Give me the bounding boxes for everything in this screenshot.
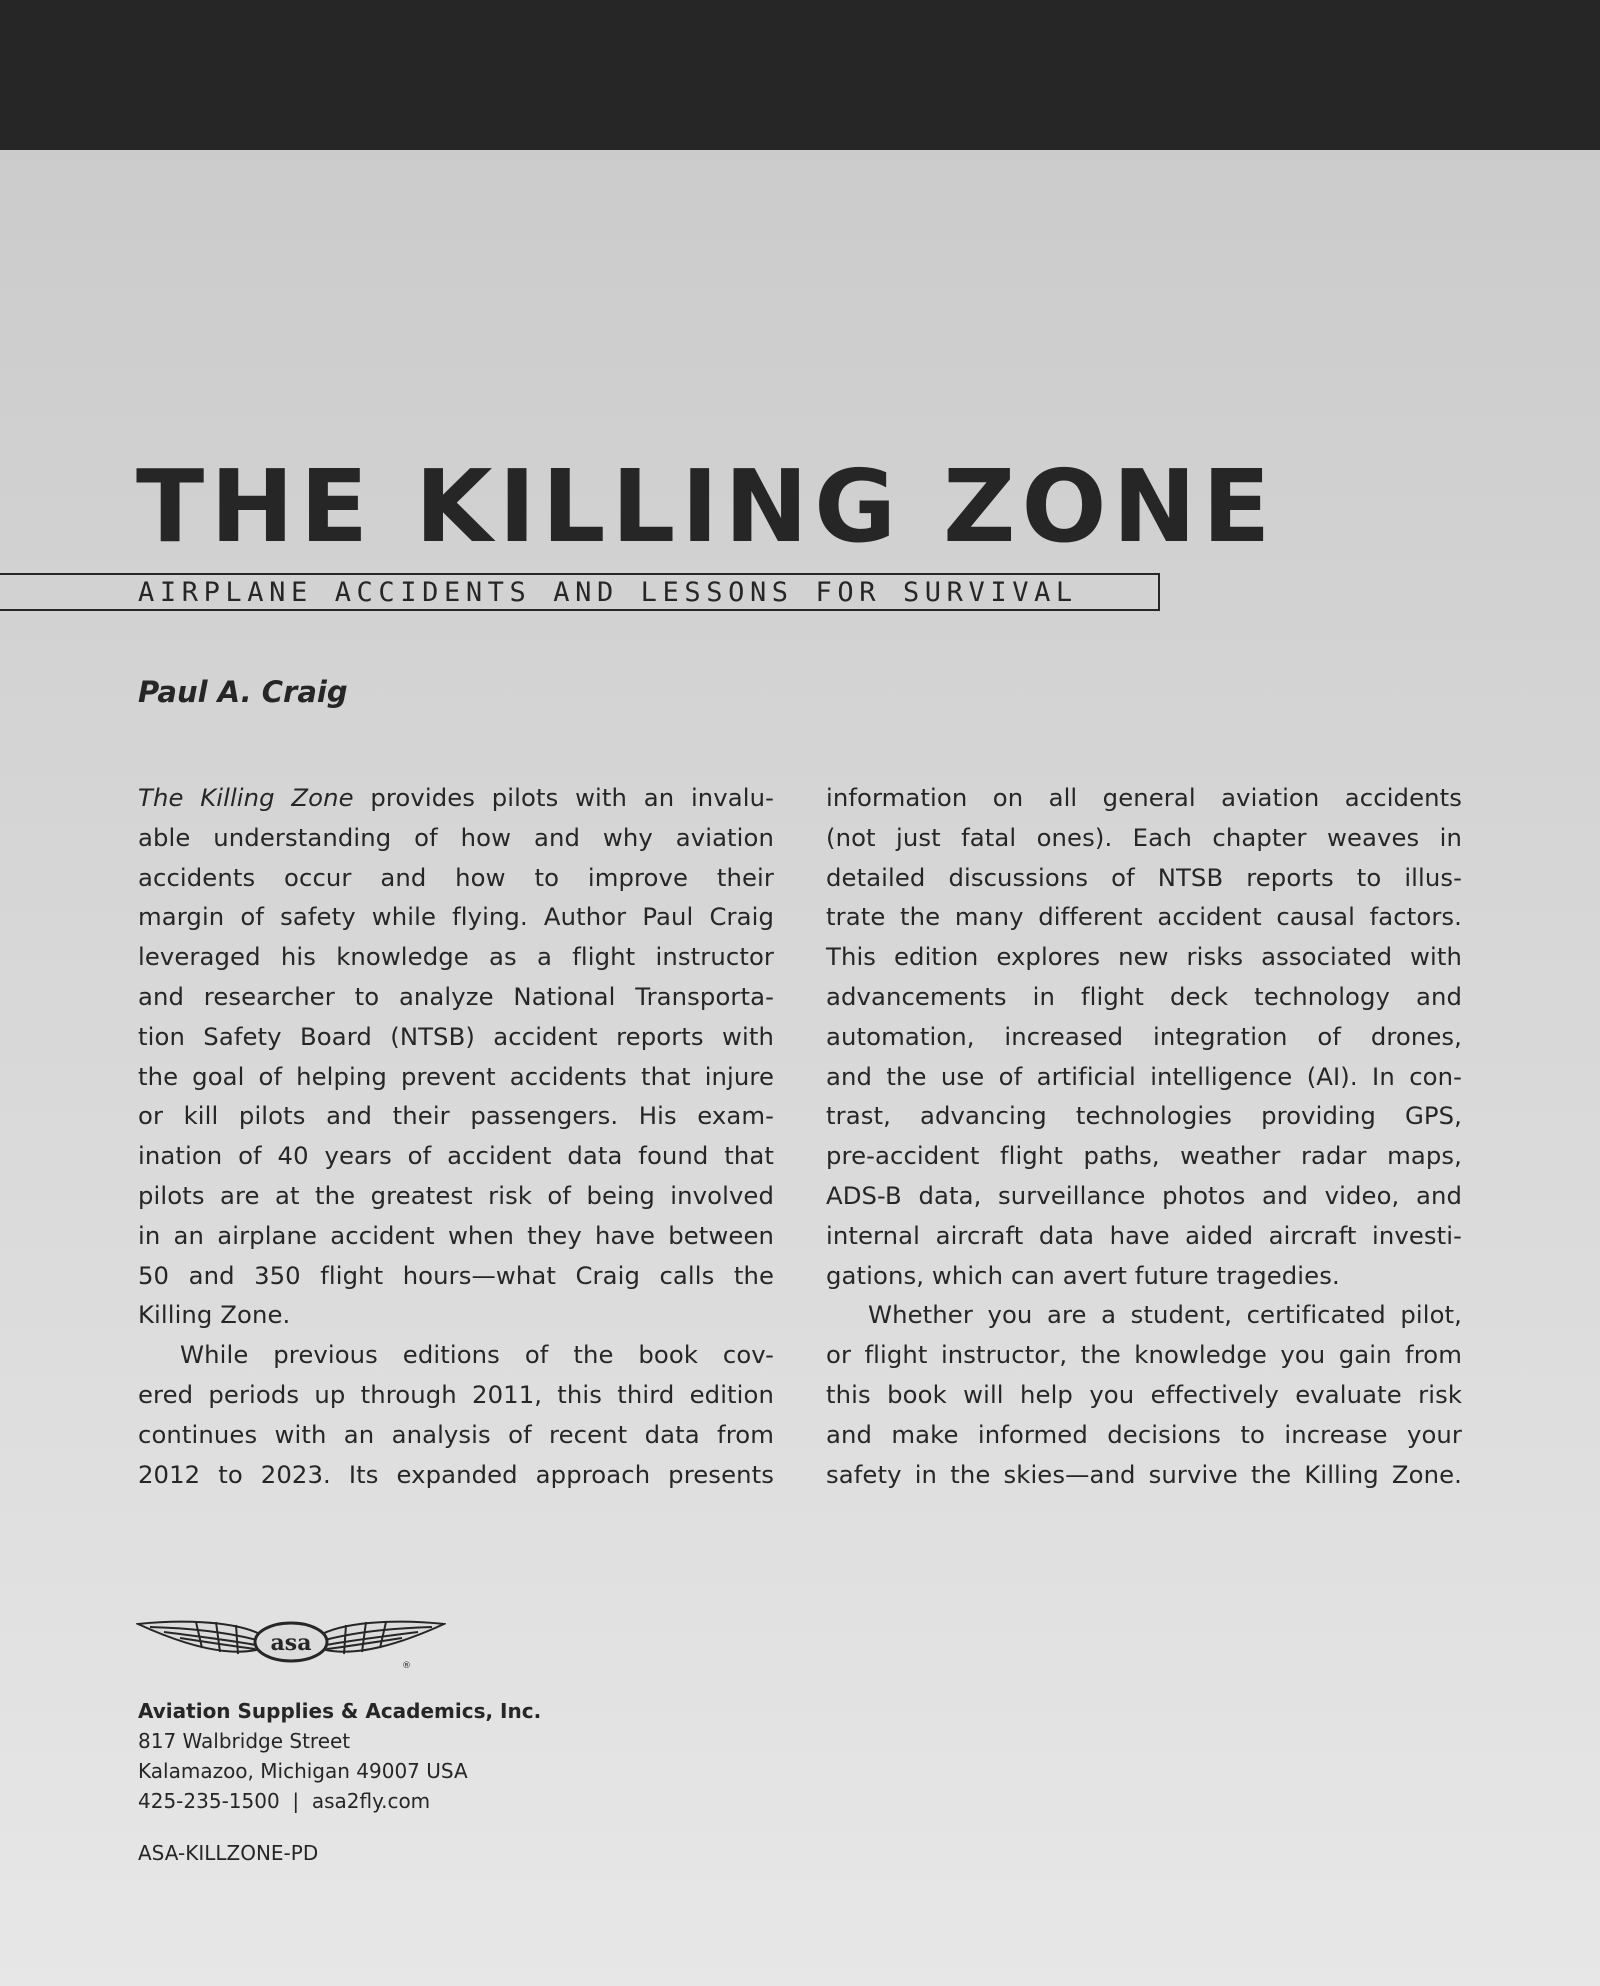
- paragraph-line: automation, increased integration of drones,: [826, 1021, 1462, 1051]
- paragraph-line: Whether you are a student, certificated pilot,: [868, 1300, 1462, 1330]
- paragraph-line: This edition explores new risks associated with: [826, 942, 1462, 972]
- paragraph-line: this book will help you effectively evaluate risk: [826, 1379, 1462, 1409]
- paragraph-line: leveraged his knowledge as a flight instructor: [138, 942, 774, 972]
- paragraph-line: the goal of helping prevent accidents that injure: [138, 1061, 774, 1091]
- paragraph-line: accidents occur and how to improve their: [138, 862, 774, 892]
- paragraph-line: or flight instructor, the knowledge you gain from: [826, 1340, 1462, 1370]
- book-title-reference: The Killing Zone: [138, 783, 354, 812]
- registered-mark: ®: [402, 1661, 411, 1671]
- paragraph-line: and the use of artificial intelligence (AI). In con-: [826, 1061, 1462, 1091]
- product-code: ASA-KILLZONE-PD: [138, 1841, 319, 1865]
- paragraph-line: trast, advancing technologies providing GPS,: [826, 1101, 1462, 1131]
- author-name: Paul A. Craig: [138, 675, 348, 709]
- paragraph-line: trate the many different accident causal factors.: [826, 902, 1462, 932]
- paragraph-line: information on all general aviation accidents: [826, 783, 1462, 812]
- paragraph-line: able understanding of how and why aviation: [138, 822, 774, 852]
- description-right-column: [826, 778, 1462, 1494]
- paragraph-line: gations, which can avert future tragedies.: [826, 1260, 1340, 1290]
- paragraph-line: 2012 to 2023. Its expanded approach presents: [138, 1459, 774, 1489]
- paragraph-line: internal aircraft data have aided aircraft investi-: [826, 1220, 1462, 1250]
- paragraph-line: (not just fatal ones). Each chapter weaves in: [826, 822, 1462, 852]
- publisher-contact: 425-235-1500 | asa2fly.com: [138, 1789, 431, 1813]
- paragraph-line: ered periods up through 2011, this third edition: [138, 1379, 774, 1409]
- top-dark-band: [0, 0, 1600, 150]
- paragraph-line: While previous editions of the book cov-: [180, 1340, 774, 1370]
- paragraph-line: advancements in flight deck technology and: [826, 981, 1462, 1011]
- subtitle-frame: [0, 573, 1160, 611]
- paragraph-line: safety in the skies—and survive the Killing Zone.: [826, 1459, 1462, 1489]
- paragraph-line: pilots are at the greatest risk of being involved: [138, 1180, 774, 1210]
- line-text: provides pilots with an invalu-: [353, 783, 774, 812]
- publisher-name: Aviation Supplies & Academics, Inc.: [138, 1699, 542, 1723]
- asa-wings-logo-icon: [136, 1612, 446, 1674]
- logo-text: asa: [270, 1630, 312, 1656]
- paragraph-line: [138, 778, 774, 818]
- paragraph-line: ination of 40 years of accident data found that: [138, 1141, 774, 1171]
- paragraph-line: detailed discussions of NTSB reports to illus-: [826, 862, 1462, 892]
- paragraph-line: in an airplane accident when they have between: [138, 1220, 774, 1250]
- paragraph-line: and researcher to analyze National Transporta-: [138, 981, 774, 1011]
- paragraph-line: tion Safety Board (NTSB) accident reports with: [138, 1021, 774, 1051]
- paragraph-line: 50 and 350 flight hours—what Craig calls the: [138, 1260, 774, 1290]
- publisher-street: 817 Walbridge Street: [138, 1729, 351, 1753]
- description-left-column: [138, 778, 774, 1494]
- publisher-city: Kalamazoo, Michigan 49007 USA: [138, 1759, 468, 1783]
- paragraph-line: or kill pilots and their passengers. His exam-: [138, 1101, 774, 1131]
- paragraph-line: and make informed decisions to increase your: [826, 1419, 1462, 1449]
- book-title: THE KILLING ZONE: [136, 448, 1277, 565]
- paragraph-line: pre-accident flight paths, weather radar maps,: [826, 1141, 1462, 1171]
- publisher-block: [138, 1696, 541, 1816]
- paragraph-line: continues with an analysis of recent data from: [138, 1419, 774, 1449]
- paragraph-line: ADS-B data, surveillance photos and video, and: [826, 1180, 1462, 1210]
- paragraph-line: Killing Zone.: [138, 1300, 291, 1330]
- book-subtitle: AIRPLANE ACCIDENTS AND LESSONS FOR SURVIVAL: [138, 577, 1078, 608]
- paragraph-line: margin of safety while flying. Author Paul Craig: [138, 902, 774, 932]
